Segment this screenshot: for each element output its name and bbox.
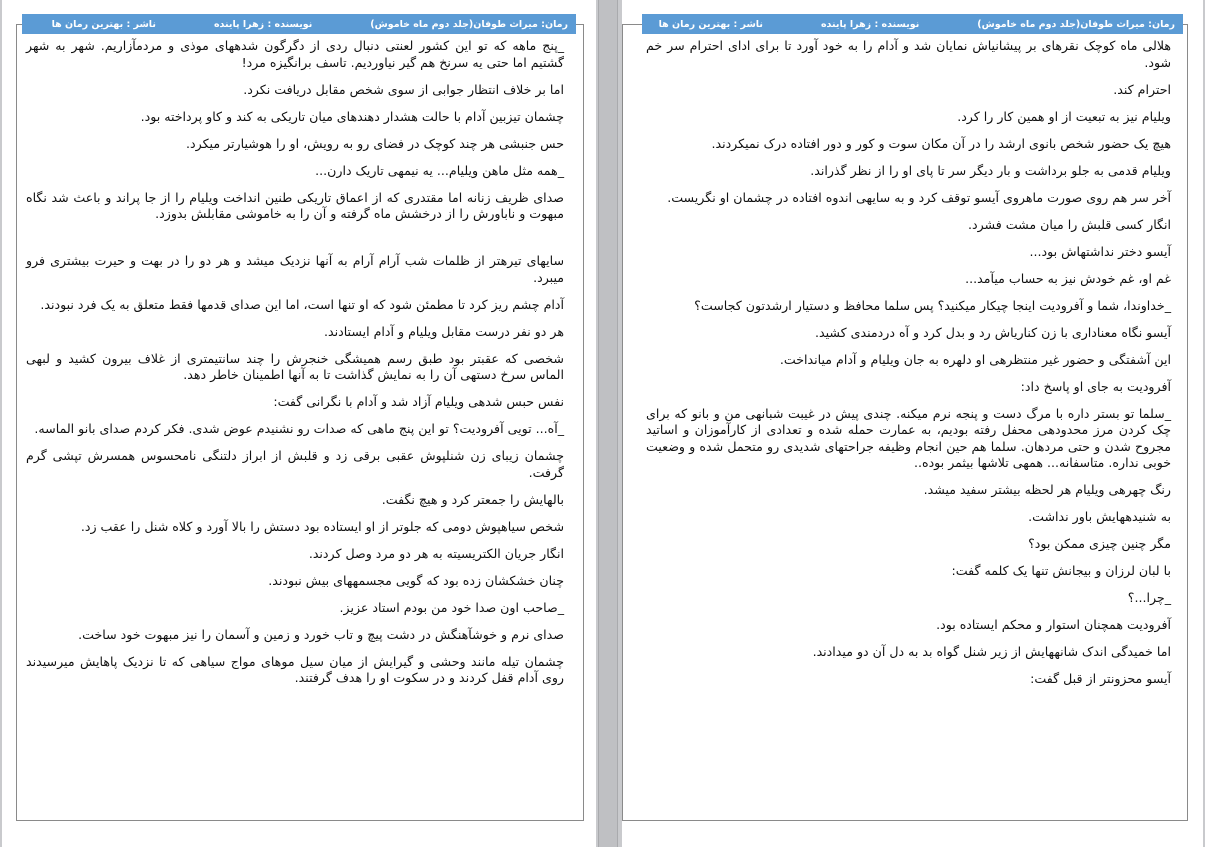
paragraph: آخر سر هم روی صورت ماهروی آیسو توقف کرد و به سایهی اندوه افتاده در چشمان او نگریست. (667, 189, 1171, 205)
header-publisher: ناشر : بهترین رمان ها (658, 18, 763, 30)
paragraph: _آه... تویی آفرودیت؟ تو این پنج ماهی که صدات رو نشنیدم عوض شدی. فکر کردم صدای بانو الماسه. (34, 421, 564, 436)
paragraph: این آشفتگی و حضور غیر منتظرهی او دلهره به جان ویلیام و آدام میانداخت. (779, 351, 1171, 367)
paragraph: هیچ یک حضور شخص بانوی ارشد را در آن مکان سوت و کور و دور افتاده درک نمیکردند. (711, 135, 1171, 151)
paragraph: هلالی ماه کوچک نقرهای بر پیشانیاش نمایان شد و آدام را به خود آورد تا برای ادای احترام سر خم شود. (646, 38, 1171, 70)
paragraph: سایهای تیرهتر از ظلمات شب آرام آرام به آنها نزدیک میشد و هر دو را در بهت و حیرت بیشتری فرو میبرد. (26, 253, 564, 285)
paragraph: غم او، غم خودش نیز به حساب میآمد... (965, 270, 1171, 286)
paragraph: _سلما تو بستر داره با مرگ دست و پنجه نرم میکنه. چندی پیش در غیبت شبانهی من و بانو که برای چک کردن مرز محدودهی محفل رفته بودیم، به عمارت حمله شده و تعدادی از کارآموزان و اساتید مجروح شدن و حتی مردهان. سلما هم حین انجام وظیفه جراحتهای شدیدی رو متحمل شده و وضعیت خوبی نداره. متاسفانه... همهی تلاشها بیثمر بوده.. (646, 405, 1171, 470)
paragraph: هر دو نفر درست مقابل ویلیام و آدام ایستادند. (323, 323, 564, 339)
page-header (642, 14, 1183, 34)
paragraph: آیسو نگاه معناداری با زن کناریاش رد و بدل کرد و آه دردمندی کشید. (814, 324, 1171, 340)
page-header (22, 14, 576, 34)
paragraph: _صاحب اون صدا خود من بودم استاد عزیز. (339, 599, 564, 615)
header-author: نویسنده : زهرا پاینده (213, 18, 313, 30)
paragraph: آفرودیت همچنان استوار و محکم ایستاده بود. (936, 617, 1171, 632)
paragraph: ویلیام قدمی به جلو برداشت و بار دیگر سر تا پای او را از نظر گذراند. (810, 162, 1171, 178)
paragraph: نفس حبس شدهی ویلیام آزاد شد و آدام با نگرانی گفت: (273, 394, 564, 409)
paragraph: احترام کند. (1113, 81, 1171, 97)
paragraph-spacer (26, 233, 572, 253)
header-novel-title: رمان: میراث طوفان(جلد دوم ماه خاموش) (370, 18, 568, 30)
paragraph: آدام چشم ریز کرد تا مطمئن شود که او تنها است، اما این صدای قدمها فقط متعلق به یک فرد نبودند. (40, 296, 564, 312)
paragraph: چشمان زیبای زن شنلپوش عقبی برقی زد و قلبش از ابراز دلتنگی نامحسوس همسرش تپشی گرم گرفت. (26, 448, 564, 480)
paragraph: با لبان لرزان و بیجانش تنها یک کلمه گفت: (951, 563, 1171, 578)
paragraph: آیسو دختر نداشتهاش بود... (1029, 243, 1171, 259)
paragraph: چنان خشکشان زده بود که گویی مجسمههای بیش نبودند. (268, 572, 564, 588)
paragraph: شخصی که عقبتر بود طبق رسم همیشگی خنجرش را چند سانتیمتری از غلاف بیرون کشید و لبهی الماس سرخ دستهی آن را به نمایش گذاشت تا به آنها اطمینان خاطر دهد. (26, 350, 564, 382)
header-novel-title: رمان: میراث طوفان(جلد دوم ماه خاموش) (977, 18, 1175, 30)
header-publisher: ناشر : بهترین رمان ها (51, 18, 156, 30)
document-page-right (622, 0, 1203, 847)
paragraph: صدای ظریف زنانه اما مقتدری که از اعماق تاریکی طنین انداخت ویلیام را از جا پراند و باعث شد نگاه مبهوت و ناباورش را از درخشش ماه گرفته و آن را به خاموشی مقابلش بدوزد. (26, 189, 564, 221)
paragraph: _پنج ماهه که تو این کشور لعنتی دنبال ردی از دگرگون شدههای موذی و مردمآزاریم. شهر به شهر گشتیم اما حتی یه سرنخ هم گیر نیاوردیم. تاسف برانگیزه مرد! (26, 38, 564, 70)
paragraph: انگار جریان الکتریسیته به هر دو مرد وصل کردند. (308, 545, 564, 561)
page-body (646, 38, 1179, 698)
paragraph: چشمان تیزبین آدام با حالت هشدار دهندهای میان تاریکی به کند و کاو پرداخته بود. (140, 108, 564, 124)
page-body (26, 38, 572, 697)
header-author: نویسنده : زهرا پاینده (820, 18, 920, 30)
paragraph: _همه مثل ماهن ویلیام... یه نیمهی تاریک دارن... (315, 162, 564, 178)
paragraph: چشمان تیله مانند وحشی و گیرایش از میان سیل موهای مواج سیاهی که تا نزدیک پاهایش میرسیدند روی آدام قفل کردند و در سکوت او را هدف گرفتند. (26, 653, 564, 685)
document-page-left (2, 0, 596, 847)
paragraph: _چرا...؟ (1127, 590, 1171, 605)
paragraph: رنگ چهرهی ویلیام هر لحظه بیشتر سفید میشد. (923, 482, 1171, 497)
paragraph: بالهایش را جمعتر کرد و هیچ نگفت. (381, 491, 564, 507)
paragraph: آفرودیت به جای او پاسخ داد: (1020, 378, 1171, 394)
paragraph: حس جنبشی هر چند کوچک در فضای رو به رویش، او را هوشیارتر میکرد. (186, 135, 564, 151)
paragraph: آیسو محزونتر از قبل گفت: (1030, 671, 1171, 686)
paragraph: اما خمیدگی اندک شانههایش از زیر شنل گواه بد به دل آن دو میدادند. (812, 644, 1171, 659)
paragraph: _خداوندا، شما و آفرودیت اینجا چیکار میکنید؟ پس سلما محافظ و دستیار ارشدتون کجاست؟ (694, 297, 1171, 313)
page-gutter (598, 0, 618, 847)
paragraph: به شنیدههایش باور نداشت. (1028, 509, 1171, 524)
paragraph: مگر چنین چیزی ممکن بود؟ (1028, 536, 1171, 551)
paragraph: ویلیام نیز به تبعیت از او همین کار را کرد. (957, 108, 1171, 124)
paragraph: انگار کسی قلبش را میان مشت فشرد. (967, 216, 1171, 232)
paragraph: شخص سیاهپوش دومی که جلوتر از او ایستاده بود دستش را بالا آورد و کلاه شنل را عقب زد. (80, 518, 564, 534)
paragraph: اما بر خلاف انتظار جوابی از سوی شخص مقابل دریافت نکرد. (243, 81, 564, 97)
paragraph: صدای نرم و خوشآهنگش در دشت پیچ و تاب خورد و زمین و آسمان را نیز مبهوت خود ساخت. (78, 626, 564, 642)
